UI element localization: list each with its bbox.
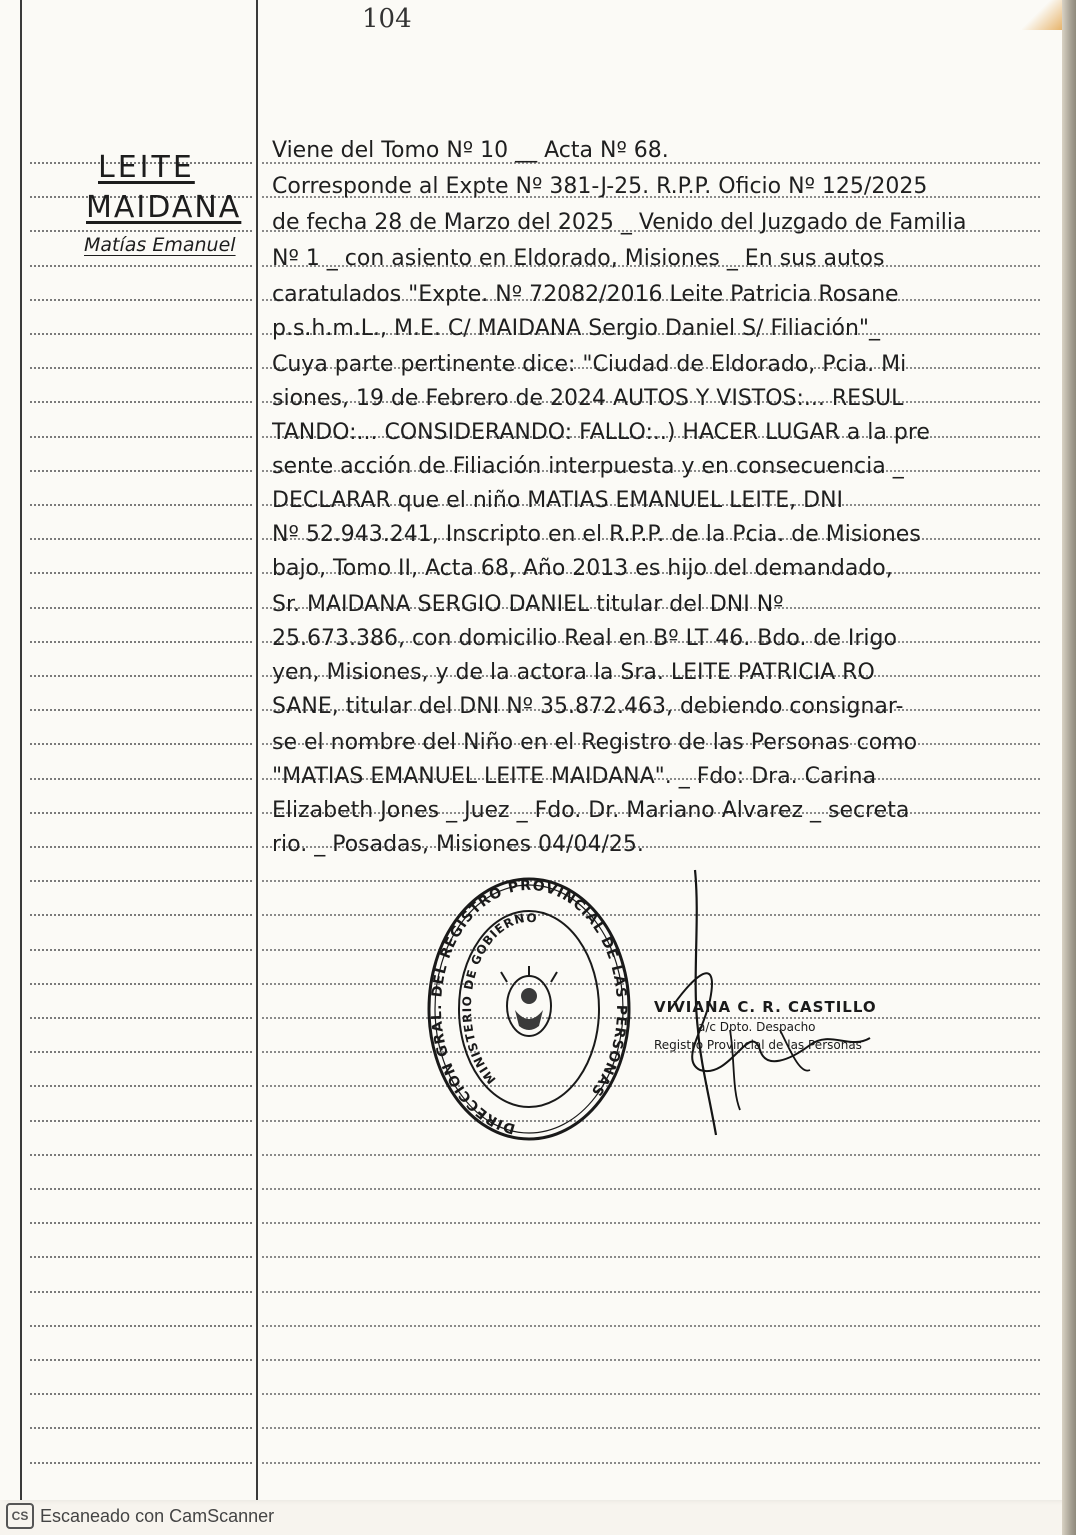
watermark-text: Escaneado con CamScanner bbox=[40, 1505, 275, 1526]
ruled-line-left bbox=[30, 743, 252, 745]
entry-line: bajo, Tomo II, Acta 68, Año 2013 es hijo del demandado, bbox=[272, 556, 893, 581]
ruled-line-left bbox=[30, 812, 252, 814]
ruled-line-left bbox=[30, 675, 252, 677]
ruled-line-left bbox=[30, 572, 252, 574]
ruled-line-left bbox=[30, 1359, 252, 1361]
entry-line: "MATIAS EMANUEL LEITE MAIDANA". _ Fdo: Dra. Carina bbox=[272, 764, 877, 789]
ruled-line-left bbox=[30, 1120, 252, 1122]
svg-text:DIRECCION GRAL. DEL REGISTRO P: DIRECCION GRAL. DEL REGISTRO PROVINCIAL DE LAS PERSONAS bbox=[428, 877, 630, 1137]
ruled-line-right bbox=[262, 1222, 1040, 1224]
entry-line: de fecha 28 de Marzo del 2025 _ Venido del Juzgado de Familia bbox=[272, 210, 967, 235]
entry-line: rio. _ Posadas, Misiones 04/04/25. bbox=[272, 832, 644, 857]
entry-line: Nº 52.943.241, Inscripto en el R.P.P. de la Pcia. de Misiones bbox=[272, 522, 921, 547]
ruled-line-left bbox=[30, 846, 252, 848]
ruled-line-left bbox=[30, 1291, 252, 1293]
ruled-line-right bbox=[262, 1154, 1040, 1156]
ruled-line-left bbox=[30, 504, 252, 506]
ruled-line-left bbox=[30, 880, 252, 882]
entry-line: 25.673.386, con domicilio Real en Bº LT 46. Bdo. de Irigo bbox=[272, 626, 897, 651]
ruled-line-left bbox=[30, 436, 252, 438]
entry-line: SANE, titular del DNI Nº 35.872.463, debiendo consignar- bbox=[272, 694, 904, 719]
scanner-watermark bbox=[6, 1503, 274, 1529]
ruled-line-left bbox=[30, 1427, 252, 1429]
signature-block bbox=[654, 998, 894, 1052]
ruled-line-left bbox=[30, 1325, 252, 1327]
entry-line: DECLARAR que el niño MATIAS EMANUEL LEITE, DNI bbox=[272, 488, 844, 513]
entry-line: Viene del Tomo Nº 10 __ Acta Nº 68. bbox=[272, 138, 669, 163]
ruled-line-right bbox=[262, 1256, 1040, 1258]
ruled-line-right bbox=[262, 1188, 1040, 1190]
ruled-line-left bbox=[30, 914, 252, 916]
ruled-line-left bbox=[30, 333, 252, 335]
ruled-line-left bbox=[30, 367, 252, 369]
ruled-line-right bbox=[262, 1427, 1040, 1429]
ruled-line-left bbox=[30, 983, 252, 985]
ruled-line-left bbox=[30, 1017, 252, 1019]
ruled-line-right bbox=[262, 1462, 1040, 1464]
ruled-line-right bbox=[262, 1359, 1040, 1361]
ruled-line-left bbox=[30, 949, 252, 951]
left-margin-line bbox=[20, 0, 22, 1500]
ruled-line-left bbox=[30, 401, 252, 403]
signatory-role: a/c Dpto. Despacho bbox=[698, 1020, 816, 1034]
entry-line: yen, Misiones, y de la actora la Sra. LEITE PATRICIA RO bbox=[272, 660, 875, 685]
page-number: 104 bbox=[362, 4, 412, 34]
ruled-line-left bbox=[30, 1154, 252, 1156]
ruled-line-right bbox=[262, 1393, 1040, 1395]
ruled-line-left bbox=[30, 538, 252, 540]
ruled-line-left bbox=[30, 1462, 252, 1464]
margin-surname-2: MAIDANA bbox=[86, 190, 242, 225]
entry-line: Sr. MAIDANA SERGIO DANIEL titular del DNI Nº bbox=[272, 592, 784, 617]
ruled-line-left bbox=[30, 1188, 252, 1190]
margin-surname-1: LEITE bbox=[98, 150, 195, 185]
ruled-line-left bbox=[30, 778, 252, 780]
margin-given-names: Matías Emanuel bbox=[84, 234, 236, 256]
ruled-line-left bbox=[30, 1393, 252, 1395]
svg-text:MINISTERIO DE GOBIERNO: MINISTERIO DE GOBIERNO bbox=[459, 910, 539, 1087]
ruled-line-left bbox=[30, 299, 252, 301]
coat-of-arms-icon bbox=[501, 966, 557, 1036]
entry-line: Corresponde al Expte Nº 381-J-25. R.P.P. Oficio Nº 125/2025 bbox=[272, 174, 928, 199]
entry-line: p.s.h.m.L., M.E. C/ MAIDANA Sergio Daniel S/ Filiación"_ bbox=[272, 316, 881, 341]
ruled-line-right bbox=[262, 1325, 1040, 1327]
entry-line: se el nombre del Niño en el Registro de las Personas como bbox=[272, 730, 918, 755]
ruled-line-right bbox=[262, 1291, 1040, 1293]
camscanner-logo-icon: CS bbox=[6, 1503, 34, 1529]
center-margin-line bbox=[256, 0, 258, 1500]
page-edge bbox=[1062, 0, 1076, 1535]
signatory-organization: Registro Provincial de las Personas bbox=[654, 1038, 862, 1052]
signatory-name: VIVIANA C. R. CASTILLO bbox=[654, 998, 877, 1016]
ruled-line-left bbox=[30, 1222, 252, 1224]
ruled-line-left bbox=[30, 641, 252, 643]
ruled-line-left bbox=[30, 709, 252, 711]
ruled-line-left bbox=[30, 230, 252, 232]
ruled-line-left bbox=[30, 1051, 252, 1053]
entry-line: siones, 19 de Febrero de 2024 AUTOS Y VISTOS:... RESUL bbox=[272, 386, 904, 411]
ruled-line-left bbox=[30, 265, 252, 267]
entry-line: Cuya parte pertinente dice: "Ciudad de Eldorado, Pcia. Mi bbox=[272, 352, 907, 377]
entry-line: Elizabeth Jones _ Juez _ Fdo. Dr. Mariano Alvarez _ secreta bbox=[272, 798, 910, 823]
entry-line: sente acción de Filiación interpuesta y en consecuencia _ bbox=[272, 454, 904, 479]
ruled-line-left bbox=[30, 1085, 252, 1087]
official-stamp bbox=[424, 864, 634, 1154]
entry-line: TANDO:... CONSIDERANDO: FALLO:..) HACER LUGAR a la pre bbox=[272, 420, 930, 445]
ruled-line-left bbox=[30, 607, 252, 609]
entry-line: caratulados "Expte. Nº 72082/2016 Leite Patricia Rosane bbox=[272, 282, 899, 307]
ruled-line-left bbox=[30, 470, 252, 472]
entry-line: Nº 1 _ con asiento en Eldorado, Misiones _ En sus autos bbox=[272, 246, 885, 271]
ruled-line-left bbox=[30, 1256, 252, 1258]
